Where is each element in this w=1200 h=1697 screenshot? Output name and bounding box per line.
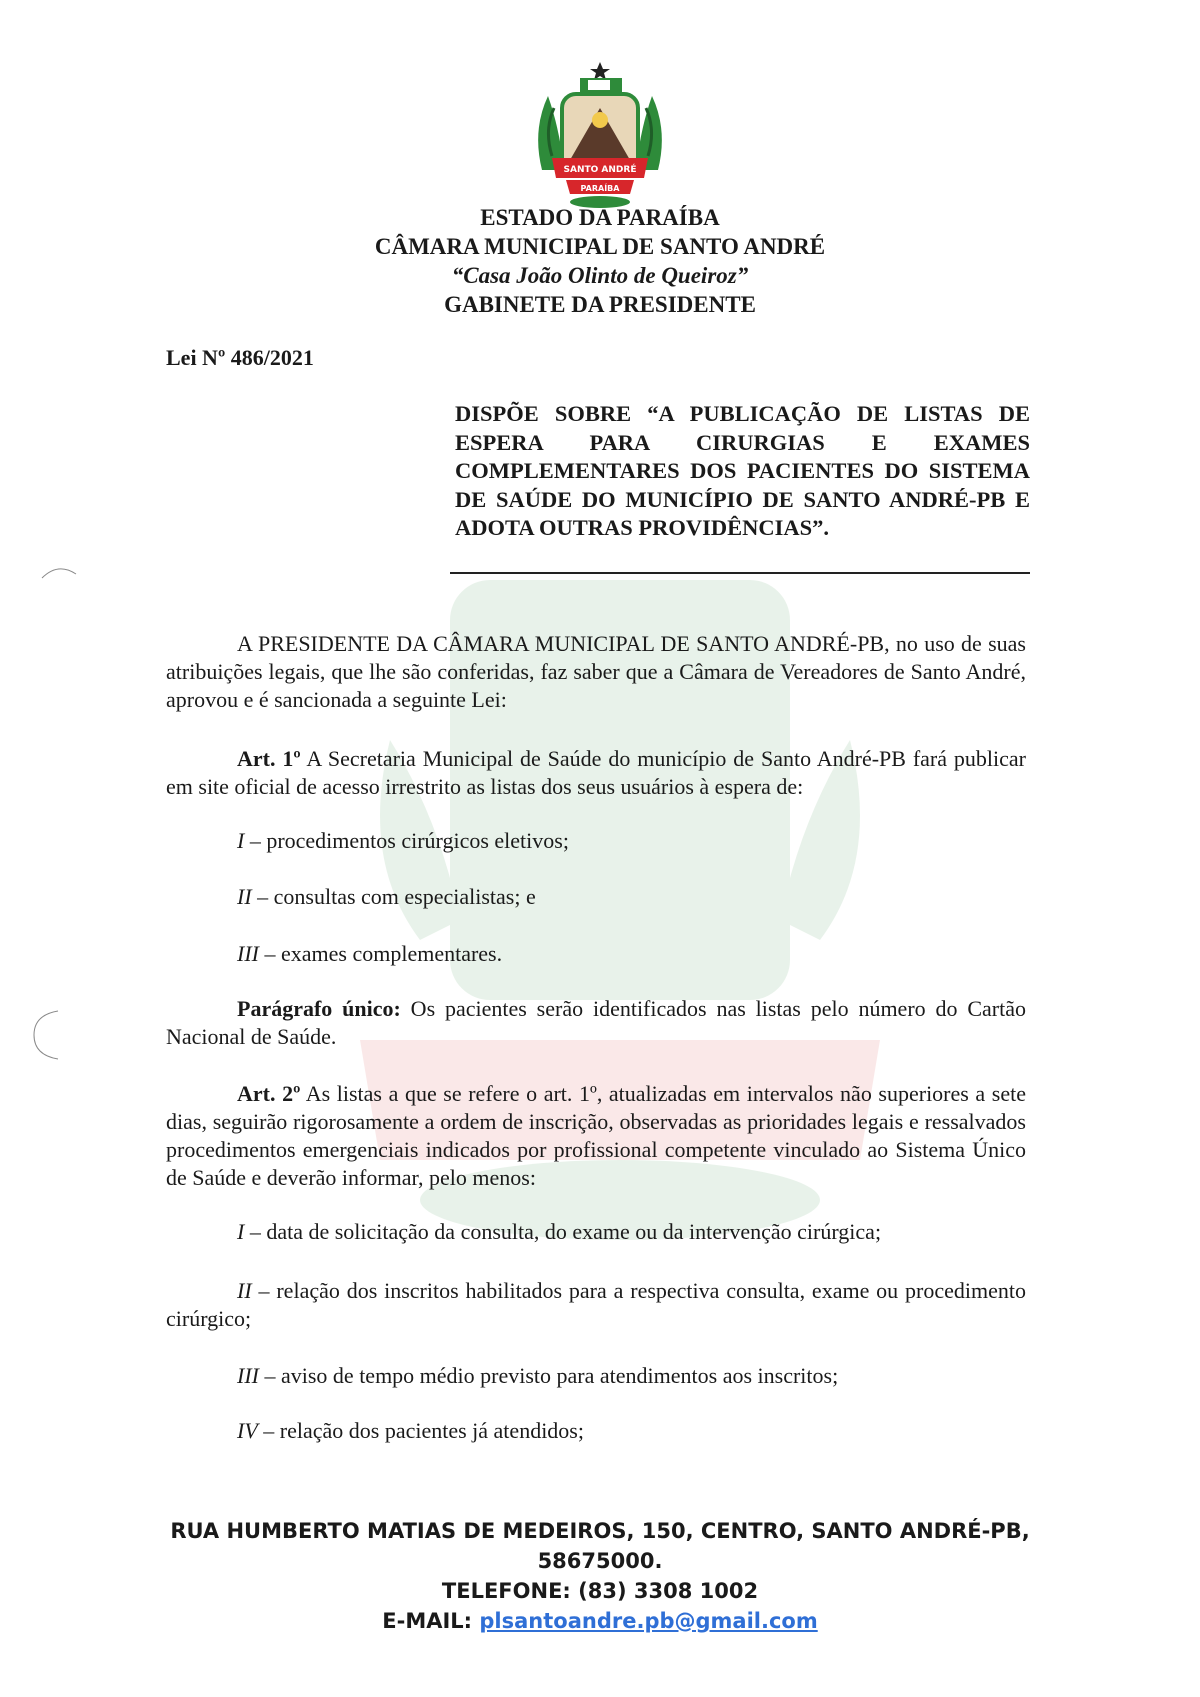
footer-contact	[0, 1516, 1200, 1636]
law-summary: DISPÕE SOBRE “A PUBLICAÇÃO DE LISTAS DE ESPERA PARA CIRURGIAS E EXAMES COMPLEMENTARES DOS PACIENTES DO SISTEMA DE SAÚDE DO MUNICÍPIO DE SANTO ANDRÉ-PB E ADOTA OUTRAS PROVIDÊNCIAS”.	[455, 401, 1030, 540]
article-2-text: As listas a que se refere o art. 1º, atualizadas em intervalos não superiores a sete dias, seguirão rigorosamente a ordem de inscrição, observadas as prioridades legais e ressalvados procedimentos emergenciais indicados por profissional competente vinculado ao Sistema Único de Saúde e deverão informar, pelo menos:	[166, 1081, 1026, 1190]
scan-edge-mark-top	[40, 560, 80, 580]
email-link[interactable]: plsantoandre.pb@gmail.com	[479, 1609, 818, 1633]
item-text: – data de solicitação da consulta, do exame ou da intervenção cirúrgica;	[244, 1219, 882, 1244]
item-text: – relação dos inscritos habilitados para a respectiva consulta, exame ou procedimento cirúrgico;	[166, 1278, 1026, 1331]
article-1-text: A Secretaria Municipal de Saúde do município de Santo André-PB fará publicar em site oficial de acesso irrestrito as listas dos seus usuários à espera de:	[166, 746, 1026, 799]
municipal-crest	[530, 60, 670, 210]
item-text: – consultas com especialistas; e	[251, 884, 536, 909]
address-line-2: 58675000.	[537, 1549, 663, 1573]
office-name: GABINETE DA PRESIDENTE	[444, 292, 756, 317]
item-text: – aviso de tempo médio previsto para atendimentos aos inscritos;	[258, 1363, 839, 1388]
item-number: IV	[237, 1418, 258, 1443]
item-number: II	[237, 1278, 252, 1303]
article-2-label: Art. 2º	[237, 1081, 301, 1106]
article-1-item	[237, 883, 536, 911]
state-name: ESTADO DA PARAÍBA	[480, 205, 720, 230]
address-line-1: RUA HUMBERTO MATIAS DE MEDEIROS, 150, CENTRO, SANTO ANDRÉ-PB,	[170, 1519, 1030, 1543]
article-2-item	[166, 1277, 1026, 1333]
sole-paragraph-label: Parágrafo único:	[237, 996, 401, 1021]
item-text: – exames complementares.	[258, 941, 503, 966]
article-2	[166, 1080, 1026, 1192]
article-1	[166, 745, 1026, 801]
law-number: Lei Nº 486/2021	[166, 345, 314, 370]
chamber-name: CÂMARA MUNICIPAL DE SANTO ANDRÉ	[374, 234, 826, 259]
scan-edge-mark-hole	[28, 1005, 68, 1065]
article-1-label: Art. 1º	[237, 746, 301, 771]
item-text: – relação dos pacientes já atendidos;	[257, 1418, 584, 1443]
item-text: – procedimentos cirúrgicos eletivos;	[244, 828, 569, 853]
email-line	[0, 1606, 1200, 1636]
crest-banner-bottom: PARAÍBA	[580, 184, 620, 193]
email-label: E-MAIL:	[382, 1609, 480, 1633]
letterhead	[0, 203, 1200, 319]
preamble: A PRESIDENTE DA CÂMARA MUNICIPAL DE SANTO ANDRÉ-PB, no uso de suas atribuições legais, que lhe são conferidas, faz saber que a Câmara de Vereadores de Santo André, aprovou e é sancionada a seguinte Lei:	[166, 631, 1026, 712]
summary-divider	[450, 572, 1030, 574]
item-number: I	[237, 1219, 245, 1244]
item-number: III	[237, 1363, 259, 1388]
article-2-item	[237, 1218, 881, 1246]
house-name: “Casa João Olinto de Queiroz”	[451, 263, 749, 288]
item-number: I	[237, 828, 245, 853]
item-number: II	[237, 884, 252, 909]
article-2-item	[237, 1362, 838, 1390]
article-1-item	[237, 827, 569, 855]
sole-paragraph-text: Os pacientes serão identificados nas listas pelo número do Cartão Nacional de Saúde.	[166, 996, 1026, 1049]
article-2-item	[237, 1417, 584, 1445]
item-number: III	[237, 941, 259, 966]
phone: TELEFONE: (83) 3308 1002	[441, 1579, 759, 1603]
crest-banner-top: SANTO ANDRÉ	[563, 165, 637, 175]
sole-paragraph	[166, 995, 1026, 1051]
article-1-item	[237, 940, 502, 968]
